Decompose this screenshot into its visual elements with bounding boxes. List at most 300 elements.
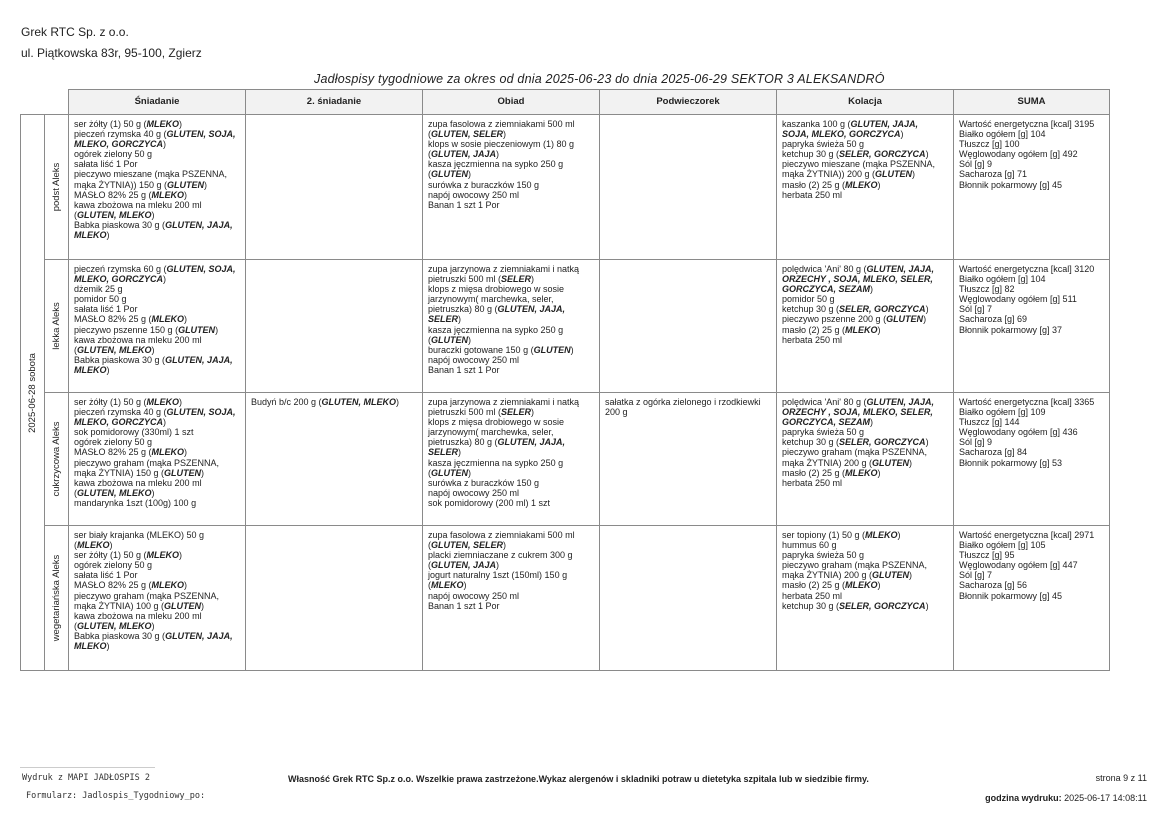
menu-line (605, 407, 772, 417)
allergen-text: SELER (501, 407, 532, 418)
footer-printout: Wydruk z MAPI JADŁOSPIS 2 (22, 773, 150, 783)
item-text: kaszanka 100 g ( (782, 119, 851, 129)
item-text: napój owocowy 250 ml (428, 590, 520, 601)
item-text: kawa zbożowa na mleku 200 ml (74, 477, 202, 488)
menu-line (782, 274, 949, 284)
menu-line (959, 447, 1105, 457)
allergen-text: GLUTEN, JAJA, (165, 219, 233, 230)
menu-line (74, 601, 241, 611)
menu-line (959, 591, 1105, 601)
item-text: kasza jęczmienna na sypko 250 g (428, 324, 564, 335)
diet-name: podst Aleks (50, 162, 62, 212)
diet-name-cell (45, 260, 69, 393)
menu-line (428, 119, 595, 129)
item-text: napój owocowy 250 ml (428, 487, 520, 498)
item-text: Banan 1 szt 1 Por (428, 364, 500, 375)
menu-line (428, 407, 595, 417)
menu-line (428, 397, 595, 407)
item-text: sałatka z ogórka zielonego i rzodkiewki (605, 397, 761, 407)
menu-line (74, 397, 241, 407)
item-text: Wartość energetyczna [kcal] 3195 (959, 119, 1095, 129)
item-text: ) (923, 314, 927, 325)
menu-line (428, 550, 595, 560)
item-text: Błonnik pokarmowy [g] 53 (959, 457, 1063, 468)
item-text: herbata 250 ml (782, 189, 843, 200)
allergen-text: SELER, GORCZYCA (839, 149, 926, 160)
item-text: Tłuszcz [g] 82 (959, 284, 1015, 295)
item-text: ) (900, 129, 904, 140)
menu-line (782, 304, 949, 314)
item-text: herbata 250 ml (782, 590, 843, 601)
meal-cell (69, 260, 246, 393)
meal-cell (600, 115, 777, 260)
item-text: kawa zbożowa na mleku 200 ml (74, 199, 202, 210)
item-text: kasza jęczmienna na sypko 250 g (428, 159, 564, 170)
item-text: ) (877, 467, 881, 478)
item-text: ) (151, 620, 155, 631)
menu-line (782, 417, 949, 427)
item-text: mąka ŻYTNIA) 200 g ( (782, 457, 873, 468)
sum-cell (954, 526, 1110, 671)
item-text: ogórek zielony 50 g (74, 560, 153, 571)
menu-line (74, 427, 241, 437)
menu-line (959, 437, 1105, 447)
sum-cell (954, 260, 1110, 393)
item-text: mąka ŻYTNIA) 150 g ( (74, 467, 165, 478)
item-text: Sól [g] 9 (959, 437, 993, 448)
menu-line (428, 159, 595, 169)
item-text: zupa jarzynowa z ziemniakami i natką (428, 397, 580, 407)
allergen-text: MLEKO (151, 314, 185, 325)
meal-cell (600, 260, 777, 393)
item-text: mąka ŻYTNIA) 200 g ( (782, 570, 873, 581)
menu-line (74, 274, 241, 284)
meal-cell (246, 393, 423, 526)
menu-line (428, 345, 595, 355)
menu-line (959, 180, 1105, 190)
allergen-text: MLEKO (77, 540, 110, 551)
sum-cell (954, 393, 1110, 526)
menu-line (428, 530, 595, 540)
item-text: Błonnik pokarmowy [g] 37 (959, 324, 1063, 335)
menu-line (782, 397, 949, 407)
item-text: pomidor 50 g (74, 294, 127, 305)
menu-line (428, 591, 595, 601)
header-blank (45, 90, 69, 115)
item-text: ) (163, 139, 166, 150)
allergen-text: GLUTEN, JAJA, (866, 264, 935, 274)
item-text: Tłuszcz [g] 144 (959, 417, 1020, 428)
menu-line (428, 200, 595, 210)
item-text: Babka piaskowa 30 g ( (74, 354, 166, 365)
menu-line (959, 458, 1105, 468)
menu-line (74, 498, 241, 508)
item-text: ) (503, 540, 507, 551)
menu-line (782, 139, 949, 149)
allergen-text: GLUTEN, MLEKO (321, 397, 397, 407)
item-text: ) (925, 304, 929, 315)
diet-name-cell (45, 393, 69, 526)
menu-line (74, 139, 241, 149)
menu-line (959, 530, 1105, 540)
item-text: ) (531, 274, 535, 285)
item-text: kawa zbożowa na mleku 200 ml (74, 610, 202, 621)
item-text: surówka z buraczków 150 g (428, 477, 540, 488)
allergen-text: MLEKO (865, 530, 898, 540)
menu-line (428, 149, 595, 159)
menu-line (74, 284, 241, 294)
menu-line (74, 488, 241, 498)
company-name: Grek RTC Sp. z o.o. (21, 25, 129, 39)
item-text: Błonnik pokarmowy [g] 45 (959, 590, 1063, 601)
item-text: ogórek zielony 50 g (74, 149, 153, 160)
col-header-lunch: Obiad (423, 90, 600, 115)
print-time-label: godzina wydruku: (985, 793, 1062, 803)
item-text: MASŁO 82% 25 g ( (74, 580, 152, 591)
allergen-text: GLUTEN, JAJA, (497, 304, 566, 315)
allergen-text: GLUTEN, SELER (431, 129, 504, 140)
item-text: ) (870, 284, 874, 295)
document-title: Jadłospisy tygodniowe za okres od dnia 2025-06-23 do dnia 2025-06-29 SEKTOR 3 ALEKSANDRÓ (314, 72, 885, 86)
menu-line (782, 119, 949, 129)
item-text: Sacharoza [g] 56 (959, 580, 1028, 591)
menu-line (74, 540, 241, 550)
menu-line (959, 274, 1105, 284)
date-cell (21, 115, 45, 671)
item-text: ) (201, 467, 205, 478)
menu-line (428, 304, 595, 314)
sum-cell (954, 115, 1110, 260)
diet-name-cell (45, 115, 69, 260)
menu-line (74, 591, 241, 601)
menu-line (74, 210, 241, 220)
header-row (21, 90, 1110, 115)
item-text: ) (925, 149, 929, 160)
meal-cell (69, 115, 246, 260)
menu-line (959, 580, 1105, 590)
allergen-text: ORZECHY , SOJA, MLEKO, SELER, (782, 274, 933, 285)
menu-line (782, 458, 949, 468)
menu-line (428, 468, 595, 478)
menu-line (74, 458, 241, 468)
allergen-text: MLEKO (146, 397, 180, 407)
item-text: ) (184, 189, 188, 200)
item-text: ) (163, 417, 166, 428)
item-text: Tłuszcz [g] 95 (959, 550, 1015, 561)
item-text: pieczywo mieszane (mąka PSZENNA, (782, 159, 936, 170)
menu-line (782, 284, 949, 294)
item-text: jarzynowym( marchewka, seler, (428, 427, 554, 438)
item-text: ) (468, 169, 471, 180)
item-text: Babka piaskowa 30 g ( (74, 630, 166, 641)
allergen-text: GLUTEN (164, 600, 202, 611)
item-text: ) (151, 344, 155, 355)
meal-cell (246, 526, 423, 671)
item-text: polędwica 'Ani' 80 g ( (782, 264, 867, 274)
item-text: ) (463, 580, 467, 591)
item-text: pieczywo graham (mąka PSZENNA, (74, 590, 220, 601)
menu-line (428, 365, 595, 375)
menu-line (782, 264, 949, 274)
item-text: ) (909, 457, 913, 468)
allergen-text: GLUTEN, JAJA, (497, 437, 566, 448)
item-text: ) (503, 129, 507, 140)
menu-line (428, 325, 595, 335)
item-text: ) (912, 169, 916, 180)
item-text: masło (2) 25 g ( (782, 467, 846, 478)
allergen-text: MLEKO, GORCZYCA (74, 139, 163, 150)
allergen-text: SOJA, MLEKO, GORCZYCA (782, 129, 901, 140)
item-text: ) (184, 447, 188, 458)
menu-line (74, 560, 241, 570)
item-text: Sacharoza [g] 69 (959, 314, 1028, 325)
allergen-text: SELER, GORCZYCA (839, 304, 926, 315)
item-text: zupa jarzynowa z ziemniakami i natką (428, 264, 580, 274)
footer-ownership: Własność Grek RTC Sp.z o.o. Wszelkie prawa zastrzeżone.Wykaz alergenów i skladniki potraw u dietetyka szpitala lub w siedzibie firmy. (288, 774, 869, 784)
menu-line (74, 468, 241, 478)
item-text: Banan 1 szt 1 Por (428, 600, 500, 611)
menu-line (959, 129, 1105, 139)
item-text: ) (877, 179, 881, 190)
item-text: ) (179, 119, 183, 129)
menu-line (74, 294, 241, 304)
item-text: ) (151, 209, 155, 220)
item-text: zupa fasolowa z ziemniakami 500 ml (428, 119, 575, 129)
menu-line (782, 468, 949, 478)
item-text: Sól [g] 7 (959, 570, 993, 581)
allergen-text: GLUTEN (533, 344, 571, 355)
menu-line (959, 149, 1105, 159)
menu-line (782, 560, 949, 570)
diet-row (21, 260, 1110, 393)
company-header (21, 22, 202, 64)
allergen-text: SELER (501, 274, 532, 285)
meal-cell (600, 393, 777, 526)
item-text: ( (428, 540, 431, 551)
item-text: ) (106, 364, 110, 375)
item-text: Wartość energetyczna [kcal] 2971 (959, 530, 1095, 540)
menu-line (74, 621, 241, 631)
item-text: ( (428, 334, 431, 345)
item-text: ) (179, 550, 183, 561)
menu-line (959, 570, 1105, 580)
item-text: ( (74, 540, 77, 551)
allergen-text: MLEKO (845, 580, 878, 591)
allergen-text: GORCZYCA, SEZAM (782, 417, 871, 428)
item-text: dżemik 25 g (74, 284, 123, 295)
allergen-text: GLUTEN, JAJA (431, 149, 497, 160)
col-header-afternoon-snack: Podwieczorek (600, 90, 777, 115)
menu-line (782, 407, 949, 417)
menu-line (782, 580, 949, 590)
menu-body (21, 115, 1110, 671)
item-text: kawa zbożowa na mleku 200 ml (74, 334, 202, 345)
menu-line (74, 631, 241, 641)
item-text: Sól [g] 7 (959, 304, 993, 315)
menu-line (782, 190, 949, 200)
menu-line (74, 407, 241, 417)
meal-cell (777, 393, 954, 526)
allergen-text: MLEKO (151, 447, 185, 458)
item-text: ) (458, 314, 462, 325)
item-text: ( (74, 620, 77, 631)
menu-line (74, 478, 241, 488)
allergen-text: GLUTEN, JAJA, (165, 354, 233, 365)
item-text: Sól [g] 9 (959, 159, 993, 170)
menu-line (428, 274, 595, 284)
item-text: jogurt naturalny 1szt (150ml) 150 g (428, 570, 568, 581)
allergen-text: MLEKO (431, 580, 464, 591)
item-text: placki ziemniaczane z cukrem 300 g (428, 550, 573, 561)
item-text: ser żółty (1) 50 g ( (74, 119, 147, 129)
menu-line (74, 417, 241, 427)
allergen-text: GLUTEN, JAJA, (866, 397, 935, 407)
item-text: ) (151, 487, 155, 498)
weekly-menu-table (20, 89, 1110, 671)
menu-line (428, 427, 595, 437)
meal-cell (246, 260, 423, 393)
menu-line (74, 355, 241, 365)
menu-line (74, 550, 241, 560)
item-text: klops w sosie pieczeniowym (1) 80 g (428, 139, 575, 150)
allergen-text: GLUTEN, JAJA (431, 560, 497, 571)
menu-line (959, 264, 1105, 274)
item-text: Wartość energetyczna [kcal] 3120 (959, 264, 1095, 274)
item-text: Białko ogółem [g] 105 (959, 540, 1046, 551)
menu-line (959, 304, 1105, 314)
menu-line (782, 159, 949, 169)
diet-name: cukrzycowa Aleks (50, 421, 62, 497)
menu-line (74, 159, 241, 169)
menu-line (782, 427, 949, 437)
item-text: ogórek zielony 50 g (74, 437, 153, 448)
allergen-text: GLUTEN (167, 179, 205, 190)
menu-line (74, 580, 241, 590)
menu-line (428, 437, 595, 447)
item-text: ( (428, 560, 431, 571)
menu-line (74, 149, 241, 159)
menu-line (782, 314, 949, 324)
item-text: Węglowodany ogółem [g] 447 (959, 560, 1078, 571)
menu-line (428, 447, 595, 457)
menu-line (782, 601, 949, 611)
menu-line (74, 641, 241, 651)
footer-form: Formularz: Jadlospis_Tygodniowy_po: (26, 791, 206, 801)
menu-line (428, 355, 595, 365)
item-text: pietruszki 500 ml ( (428, 407, 502, 418)
item-text: napój owocowy 250 ml (428, 354, 520, 365)
item-text: herbata 250 ml (782, 334, 843, 345)
menu-line (959, 407, 1105, 417)
item-text: masło (2) 25 g ( (782, 179, 846, 190)
item-text: ( (428, 467, 431, 478)
allergen-text: GLUTEN, JAJA, (850, 119, 919, 129)
meal-cell (423, 260, 600, 393)
item-text: pietruszka) 80 g ( (428, 437, 498, 448)
meal-cell (423, 393, 600, 526)
allergen-text: SELER, GORCZYCA (839, 437, 926, 448)
menu-line (74, 220, 241, 230)
item-text: MASŁO 82% 25 g ( (74, 189, 152, 200)
footer-print-time (985, 793, 1147, 803)
item-text: Tłuszcz [g] 100 (959, 139, 1020, 150)
diet-row (21, 393, 1110, 526)
item-text: hummus 60 g (782, 540, 837, 551)
menu-line (74, 129, 241, 139)
menu-line (959, 314, 1105, 324)
item-text: ) (204, 179, 208, 190)
menu-line (782, 129, 949, 139)
allergen-text: SELER, GORCZYCA (839, 600, 926, 611)
item-text: ) (396, 397, 400, 407)
item-text: masło (2) 25 g ( (782, 324, 846, 335)
item-text: ketchup 30 g ( (782, 149, 840, 160)
diet-row (21, 526, 1110, 671)
item-text: ) (179, 397, 183, 407)
item-text: mąka ŻYTNIA)) 150 g ( (74, 179, 168, 190)
menu-line (74, 611, 241, 621)
item-text: ketchup 30 g ( (782, 304, 840, 315)
item-text: sałata liść 1 Por (74, 159, 138, 170)
menu-line (74, 437, 241, 447)
allergen-text: GLUTEN, MLEKO (77, 344, 152, 355)
menu-line (959, 169, 1105, 179)
allergen-text: GLUTEN (431, 334, 468, 345)
meal-cell (69, 526, 246, 671)
menu-line (74, 447, 241, 457)
menu-line (782, 325, 949, 335)
menu-line (428, 478, 595, 488)
item-text: sok pomidorowy (200 ml) 1 szt (428, 497, 551, 508)
header-blank (21, 90, 45, 115)
meal-cell (423, 526, 600, 671)
menu-line (428, 601, 595, 611)
menu-line (428, 417, 595, 427)
menu-line (74, 180, 241, 190)
item-text: sok pomidorowy (330ml) 1 szt (74, 427, 194, 438)
item-text: klops z mięsa drobiowego w sosie (428, 417, 565, 428)
menu-line (74, 570, 241, 580)
menu-line (782, 294, 949, 304)
meal-cell (423, 115, 600, 260)
item-text: ) (184, 580, 188, 591)
allergen-text: MLEKO (845, 179, 878, 190)
diet-name: wegetariańska Aleks (50, 554, 62, 642)
menu-line (74, 304, 241, 314)
item-text: 200 g (605, 407, 628, 418)
allergen-text: GLUTEN (872, 570, 910, 581)
allergen-text: GLUTEN, JAJA, (165, 630, 233, 641)
menu-line (959, 417, 1105, 427)
meal-cell (777, 260, 954, 393)
item-text: Białko ogółem [g] 104 (959, 274, 1046, 285)
allergen-text: MLEKO (74, 641, 107, 652)
menu-line (74, 200, 241, 210)
item-text: herbata 250 ml (782, 477, 843, 488)
allergen-text: MLEKO, GORCZYCA (74, 417, 163, 428)
item-text: zupa fasolowa z ziemniakami 500 ml (428, 530, 575, 540)
item-text: ) (215, 324, 219, 335)
item-text: ) (458, 447, 462, 458)
item-text: Wartość energetyczna [kcal] 3365 (959, 397, 1095, 407)
item-text: Białko ogółem [g] 109 (959, 407, 1046, 418)
item-text: ) (163, 274, 166, 285)
menu-line (74, 119, 241, 129)
menu-line (74, 314, 241, 324)
menu-line (782, 169, 949, 179)
menu-line (782, 180, 949, 190)
menu-line (251, 397, 418, 407)
